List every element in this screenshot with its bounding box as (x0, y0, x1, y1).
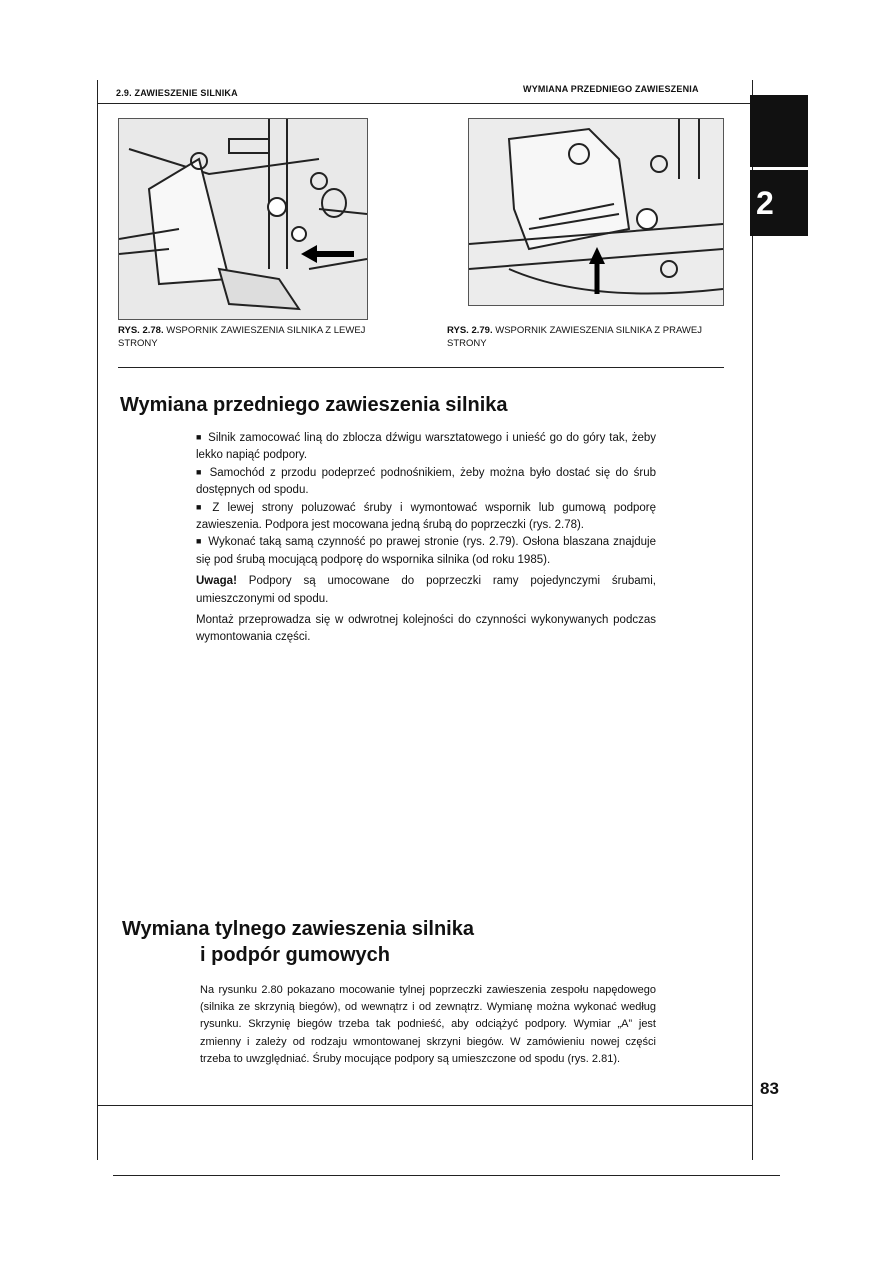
figures-rule (118, 367, 724, 368)
note-paragraph (196, 573, 656, 608)
section-body-front-mount (196, 430, 656, 647)
bottom-rule (113, 1175, 780, 1176)
figure-right-engine-mount (468, 118, 724, 306)
running-header-left: 2.9. ZAWIESZENIE SILNIKA (116, 88, 238, 98)
step-item: ■ Z lewej strony poluzować śruby i wymontować wspornik lub gumową podporę zawieszenia. Podpora jest mocowana jedną śrubą do poprzeczki (rys. 2.78). (196, 500, 656, 535)
running-header-right: WYMIANA PRZEDNIEGO ZAWIESZENIA (523, 84, 699, 94)
right-margin-line (752, 80, 753, 1160)
step-item: ■ Wykonać taką samą czynność po prawej stronie (rys. 2.79). Osłona blaszana znajduje się pod śrubą mocującą podporę do wspornika silnika (od roku 1985). (196, 534, 656, 569)
header-rule (97, 103, 753, 104)
section-title-rear-mount-line2: i podpór gumowych (200, 944, 390, 966)
section-body-rear-mount: Na rysunku 2.80 pokazano mocowanie tylnej poprzeczki zawieszenia zespołu napędowego (silnika ze skrzynią biegów), od wewnątrz i od zewnątrz. Wymianę można wykonać według rysunku. Skrzynię biegów trzeba tak podnieść, aby odciążyć podpory. Wymiar „A” jest zmienny i zależy od rodzaju wmontowanej skrzyni biegów. W zamówieniu nowej części trzeba to uwzględniać. Śruby mocujące podpory są umieszczone od spodu (rys. 2.81). (200, 984, 656, 1065)
section-title-front-mount: Wymiana przedniego zawieszenia silnika (120, 394, 508, 416)
section-title-rear-mount-line1: Wymiana tylnego zawieszenia silnika (122, 918, 474, 940)
note-text: Podpory są umocowane do poprzeczki ramy pojedynczymi śrubami, umieszczonymi od spodu. (196, 575, 657, 605)
assembly-paragraph: Montaż przeprowadza się w odwrotnej kolejności do czynności wykonywanych podczas wymontowania części. (196, 614, 656, 644)
page-number: 83 (760, 1079, 779, 1098)
step-item: ■ Silnik zamocować liną do zblocza dźwigu warsztatowego i unieść go do góry tak, żeby lekko napiąć podpory. (196, 430, 656, 465)
figure-left-engine-mount (118, 118, 368, 320)
left-margin-line (97, 80, 98, 1160)
caption-label: RYS. 2.79. (447, 325, 493, 336)
caption-label: RYS. 2.78. (118, 325, 164, 336)
figure-caption-2-79 (447, 324, 732, 350)
note-label: Uwaga! (196, 575, 237, 588)
caption-text: WSPORNIK ZAWIESZENIA SILNIKA Z PRAWEJ STRONY (447, 325, 702, 349)
step-item: ■ Samochód z przodu podeprzeć podnośnikiem, żeby można było dostać się do śrub dostępnych od spodu. (196, 465, 656, 500)
caption-text: WSPORNIK ZAWIESZENIA SILNIKA Z LEWEJ STRONY (118, 325, 366, 349)
footer-rule (97, 1105, 753, 1106)
figure-caption-2-78 (118, 324, 393, 350)
chapter-tab: 2 (750, 170, 808, 236)
chapter-tab-upper (750, 95, 808, 167)
